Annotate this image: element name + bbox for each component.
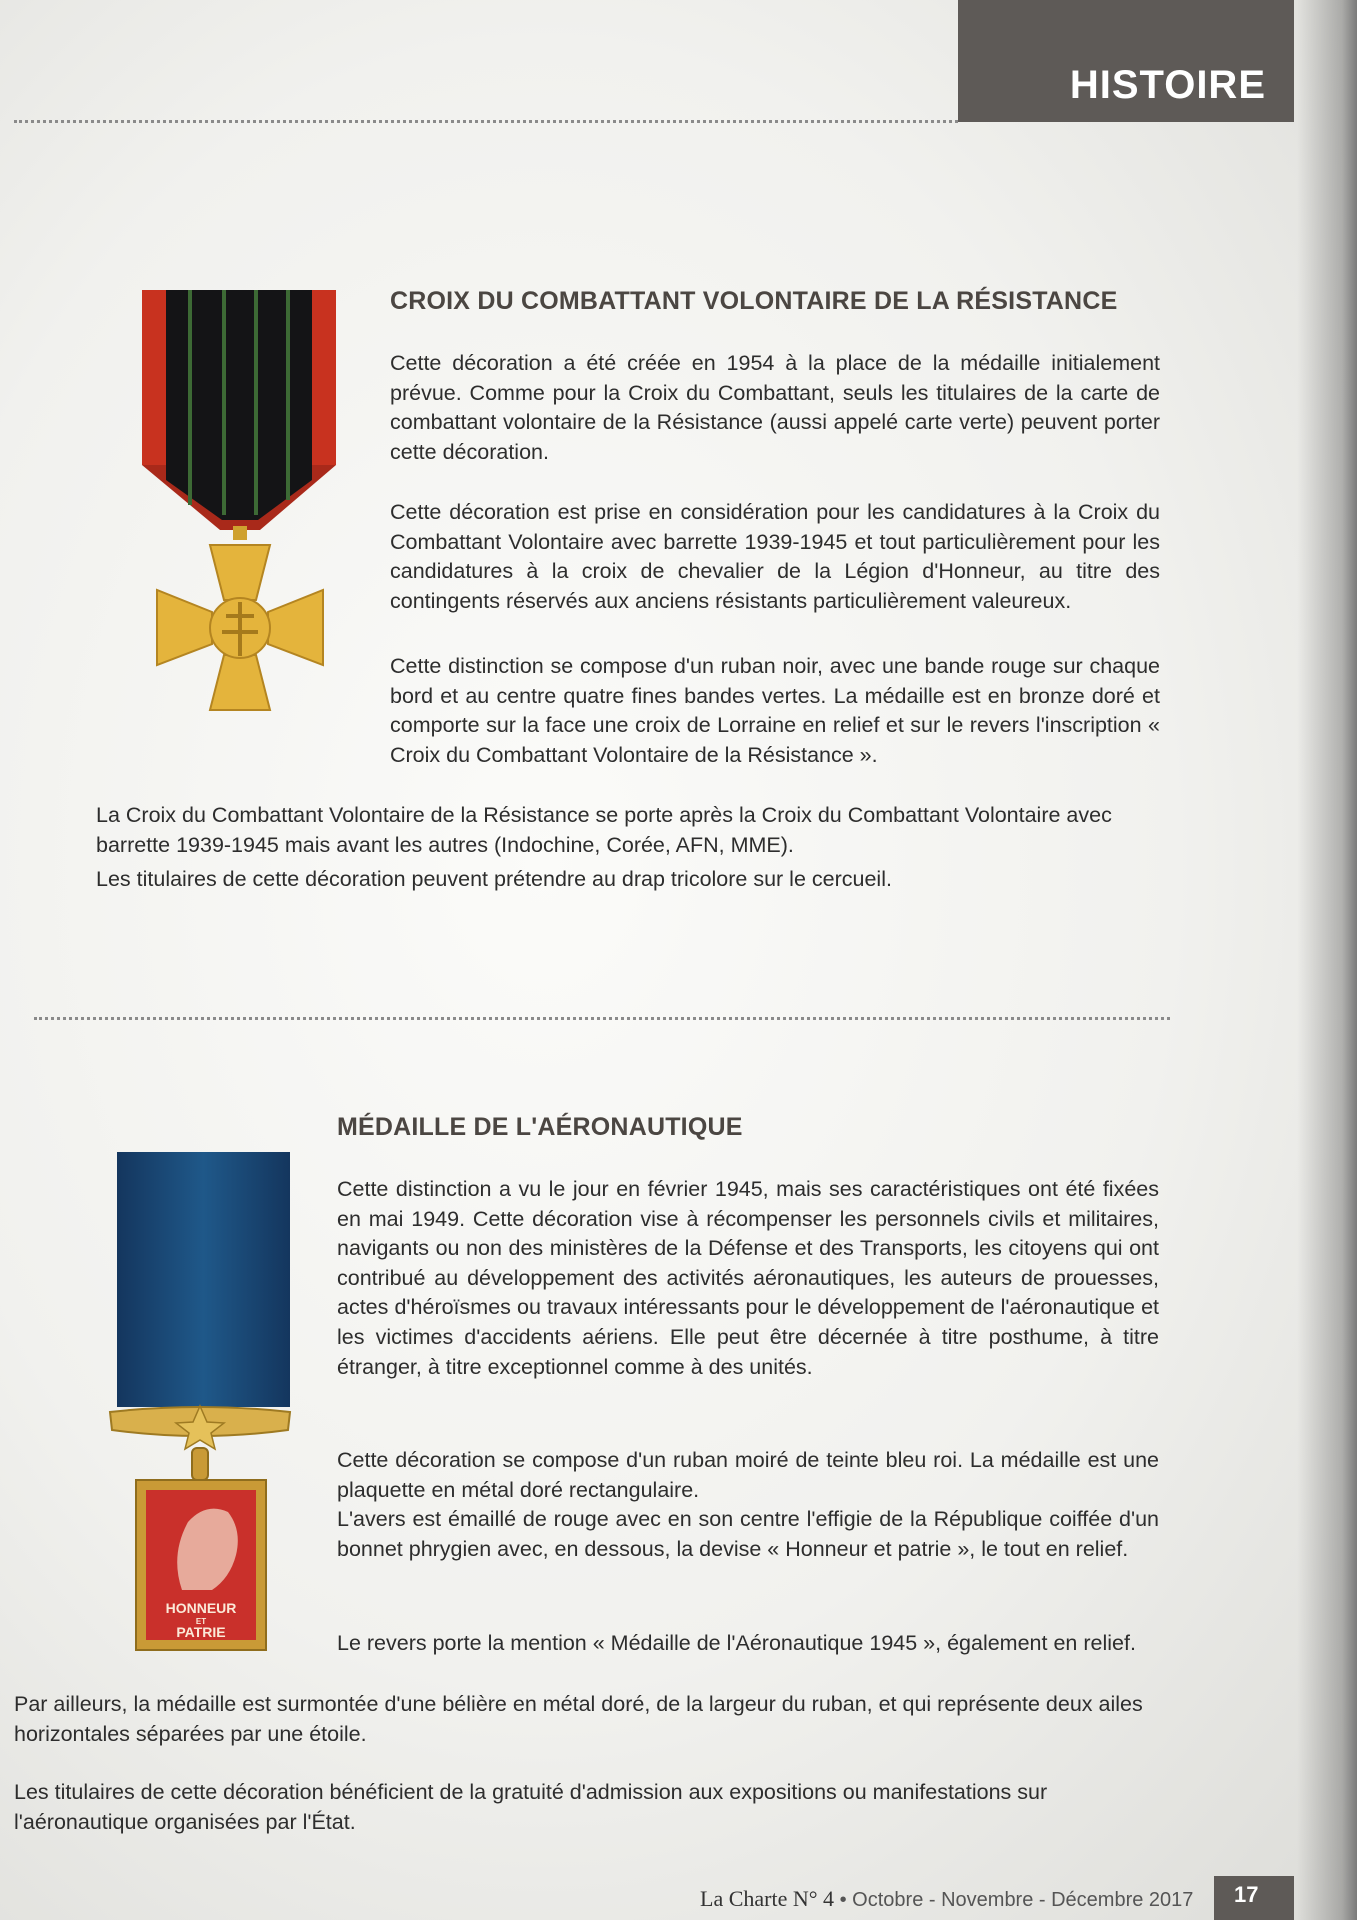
article2-paragraph-4: Par ailleurs, la médaille est surmontée d'une bélière en métal doré, de la largeur du ruban, et qui représente deux ailes horizontales séparées par une étoile.: [14, 1692, 1143, 1746]
article1-paragraph-4: La Croix du Combattant Volontaire de la Résistance se porte après la Croix du Combattant Volontaire avec barrette 1939-1945 mais avant les autres (Indochine, Corée, AFN, MME).: [96, 803, 1112, 857]
article2-paragraph-1: Cette distinction a vu le jour en février 1945, mais ses caractéristiques ont été fixées en mai 1949. Cette décoration vise à récompenser les personnels civils et militaires, navigants ou non des ministères de la Défense et des Transports, les citoyens qui ont contribué au développement des activités aéronautiques, les auteurs de prouesses, actes d'héroïsmes ou travaux intéressants pour le développement de l'aéronautique et les victimes d'accidents aériens. Elle peut être décernée à titre posthume, à titre étranger, à titre exceptionnel comme à des unités.: [337, 1177, 1159, 1379]
article2-paragraph-2b: L'avers est émaillé de rouge avec en son centre l'effigie de la République coiffée d'un bonnet phrygien avec, en dessous, la devise « Honneur et patrie », le tout en relief.: [337, 1507, 1159, 1561]
article1-paragraph-2: Cette décoration est prise en considération pour les candidatures à la Croix du Combattant Volontaire avec barrette 1939-1945 et tout particulièrement pour les candidatures à la croix de chevalier de la Légion d'Honneur, au titre des contingents réservés aux anciens résistants particulièrement valeureux.: [390, 500, 1160, 613]
article2-paragraph-2a: Cette décoration se compose d'un ruban moiré de teinte bleu roi. La médaille est une plaquette en métal doré rectangulaire.: [337, 1448, 1159, 1502]
section-divider: [34, 1017, 1170, 1020]
medal-motto-line-3: PATRIE: [176, 1624, 226, 1640]
section-tab: [958, 0, 1294, 122]
footer-issue: Octobre - Novembre - Décembre 2017: [852, 1889, 1194, 1911]
article1-paragraph-1: Cette décoration a été créée en 1954 à la place de la médaille initialement prévue. Comme pour la Croix du Combattant, seuls les titulaires de la carte de combattant volontaire de la Résistance (aussi appelé carte verte) peuvent porter cette décoration.: [390, 351, 1160, 464]
croix-combattant-medal-image: [140, 290, 340, 715]
footer-bullet: •: [839, 1889, 847, 1911]
footer-magazine: La Charte N° 4: [700, 1886, 835, 1911]
article2-paragraph-5: Les titulaires de cette décoration bénéficient de la gratuité d'admission aux expositions ou manifestations sur l'aéronautique organisées par l'État.: [14, 1780, 1048, 1834]
medal-motto-line-2: ET: [195, 1617, 207, 1626]
page-number: 17: [1234, 1882, 1259, 1907]
header-divider: [14, 120, 958, 123]
section-tab-label: HISTOIRE: [1069, 63, 1266, 107]
medal-motto-line-1: HONNEUR: [165, 1600, 237, 1616]
page-edge-shadow: [1297, 0, 1357, 1920]
article1-paragraph-3: Cette distinction se compose d'un ruban noir, avec une bande rouge sur chaque bord et au centre quatre fines bandes vertes. La médaille est en bronze doré et comporte sur la face une croix de Lorraine en relief et sur le revers l'inscription « Croix du Combattant Volontaire de la Résistance ».: [390, 654, 1160, 767]
article2-paragraph-3: Le revers porte la mention « Médaille de l'Aéronautique 1945 », également en relief.: [337, 1631, 1136, 1655]
page-footer: [700, 1886, 1193, 1912]
medaille-aeronautique-image: [100, 1150, 300, 1655]
article2-title: MÉDAILLE DE L'AÉRONAUTIQUE: [337, 1113, 743, 1141]
page-number-box: [1214, 1876, 1294, 1920]
article1-paragraph-5: Les titulaires de cette décoration peuvent prétendre au drap tricolore sur le cercueil.: [96, 867, 892, 891]
article1-title: CROIX DU COMBATTANT VOLONTAIRE DE LA RÉSISTANCE: [390, 287, 1118, 315]
